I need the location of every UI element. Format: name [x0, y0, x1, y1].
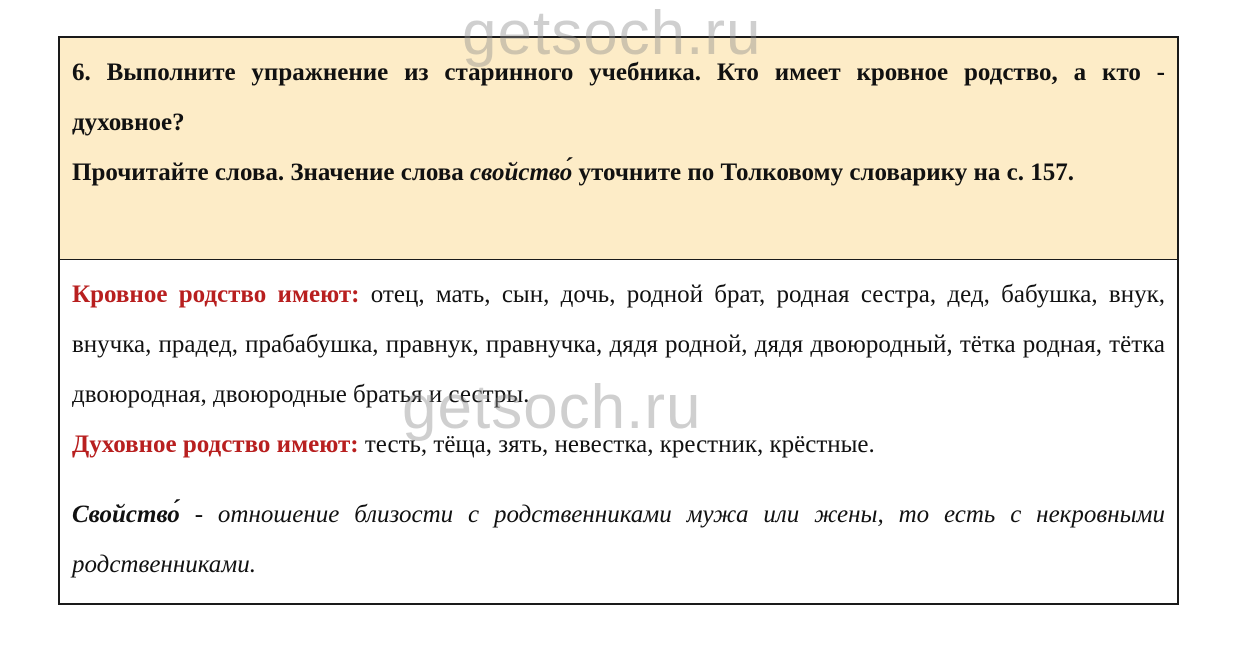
definition-term: Свойство́	[72, 501, 180, 528]
exercise-card	[58, 36, 1179, 605]
question-text	[72, 48, 1165, 148]
watermark-middle: getsoch.ru	[402, 373, 702, 442]
blood-relatives-paragraph	[72, 270, 1165, 420]
question-term: свойство́	[470, 159, 573, 186]
question-block	[60, 38, 1177, 260]
watermark-top: getsoch.ru	[462, 0, 762, 68]
definition-text: - отношение близости с родственниками мужа или жены, то есть с некровными родственниками.	[72, 501, 1165, 578]
definition-paragraph	[72, 490, 1165, 590]
question-line1: 6. Выполните упражнение из старинного учебника. Кто имеет кровное родство, а кто - духовное?	[72, 59, 1165, 136]
spiritual-relatives-paragraph	[72, 420, 1165, 470]
question-instruction	[72, 148, 1165, 198]
spiritual-relatives-list: тесть, тёща, зять, невестка, крестник, крёстные.	[358, 431, 875, 458]
blood-relatives-list: отец, мать, сын, дочь, родной брат, родная сестра, дед, бабушка, внук, внучка, прадед, прабабушка, правнук, правнучка, дядя родной, дядя двоюродный, тётка родная, тётка двоюродная, двоюродные братья и сестры.	[72, 281, 1165, 408]
spiritual-relatives-label: Духовное родство имеют:	[72, 431, 359, 458]
question-instruction-start: Прочитайте слова. Значение слова	[72, 159, 471, 186]
answer-block	[60, 260, 1177, 590]
question-instruction-end: уточните по Толковому словарику на с. 157.	[572, 159, 1074, 186]
blood-relatives-label: Кровное родство имеют:	[72, 281, 360, 308]
